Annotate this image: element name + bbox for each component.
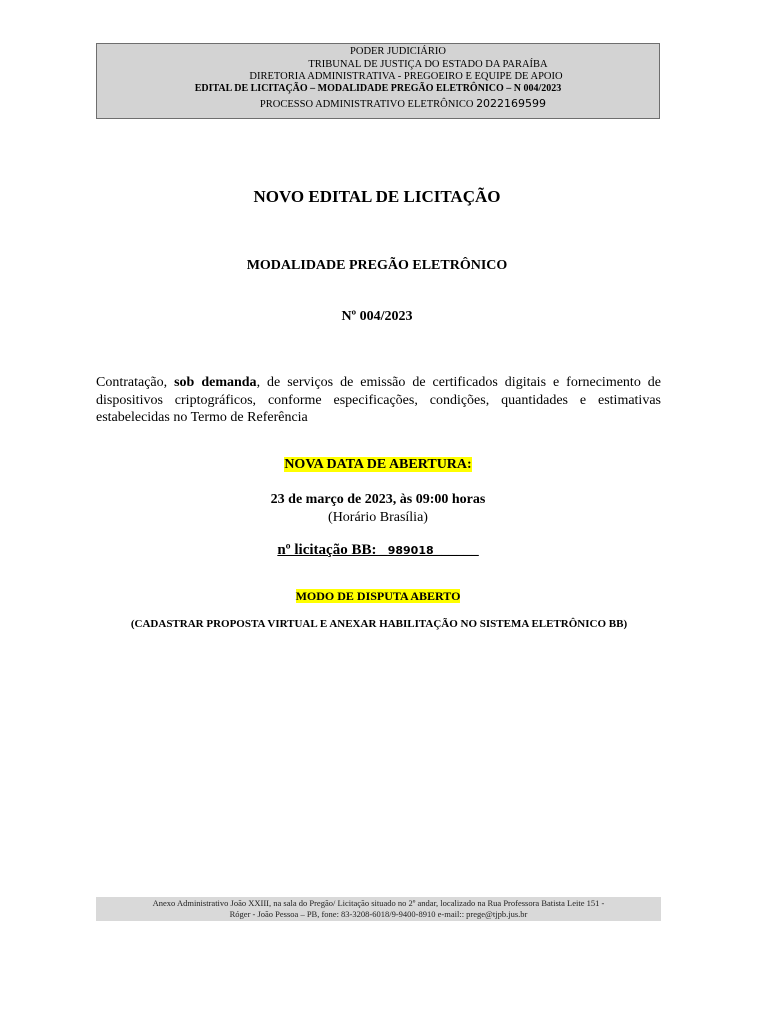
dispute-mode (0, 589, 756, 604)
bb-label: nº licitação BB: _ (277, 542, 388, 558)
document-header (96, 43, 660, 119)
dispute-mode-highlight: MODO DE DISPUTA ABERTO (295, 589, 461, 603)
page-title: NOVO EDITAL DE LICITAÇÃO (253, 187, 501, 206)
header-line-court: TRIBUNAL DE JUSTIÇA DO ESTADO DA PARAÍBA (308, 59, 548, 70)
document-footer (96, 897, 661, 921)
bb-bidding-number (0, 542, 756, 559)
timezone-note: (Horário Brasília) (328, 510, 428, 525)
opening-date: 23 de março de 2023, às 09:00 horas (270, 492, 486, 507)
header-line-directorate: DIRETORIA ADMINISTRATIVA - PREGOEIRO E EQUIPE DE APOIO (249, 71, 563, 82)
footer-address-line: Anexo Administrativo João XXIII, na sala do Pregão/ Licitação situado no 2º andar, localizado na Rua Professora Batista Leite 151 - (152, 898, 605, 908)
object-paragraph (96, 374, 661, 427)
new-date-highlight: NOVA DATA DE ABERTURA: (284, 457, 472, 472)
bb-trailing: ______ (433, 542, 479, 558)
header-line-edital: EDITAL DE LICITAÇÃO – MODALIDADE PREGÃO ELETRÔNICO – N 004/2023 (194, 83, 562, 94)
object-rest: , de serviços de emissão de certificados digitais e fornecimento de dispositivos criptográficos, conforme especificações, condições, quantidades e estimativas estabelecidas no Termo de Referência (96, 375, 662, 425)
new-opening-date-label (0, 457, 756, 473)
submission-instructions: (CADASTRAR PROPOSTA VIRTUAL E ANEXAR HABILITAÇÃO NO SISTEMA ELETRÔNICO BB) (130, 618, 628, 630)
object-prefix: Contratação, (96, 375, 175, 390)
bb-number: 989018 (387, 544, 434, 557)
header-line-process (97, 98, 659, 112)
process-number: 2022169599 (476, 97, 547, 110)
object-emphasis: sob demanda (174, 375, 257, 390)
header-line-judiciary: PODER JUDICIÁRIO (350, 46, 446, 57)
footer-contact-line: Róger - João Pessoa – PB, fone: 83-3208-6018/9-9400-8910 e-mail:: prege@tjpb.jus.br (229, 909, 528, 919)
process-label: PROCESSO ADMINISTRATIVO ELETRÔNICO (259, 99, 474, 110)
edital-number: Nº 004/2023 (341, 309, 413, 324)
modality-heading: MODALIDADE PREGÃO ELETRÔNICO (246, 258, 508, 273)
